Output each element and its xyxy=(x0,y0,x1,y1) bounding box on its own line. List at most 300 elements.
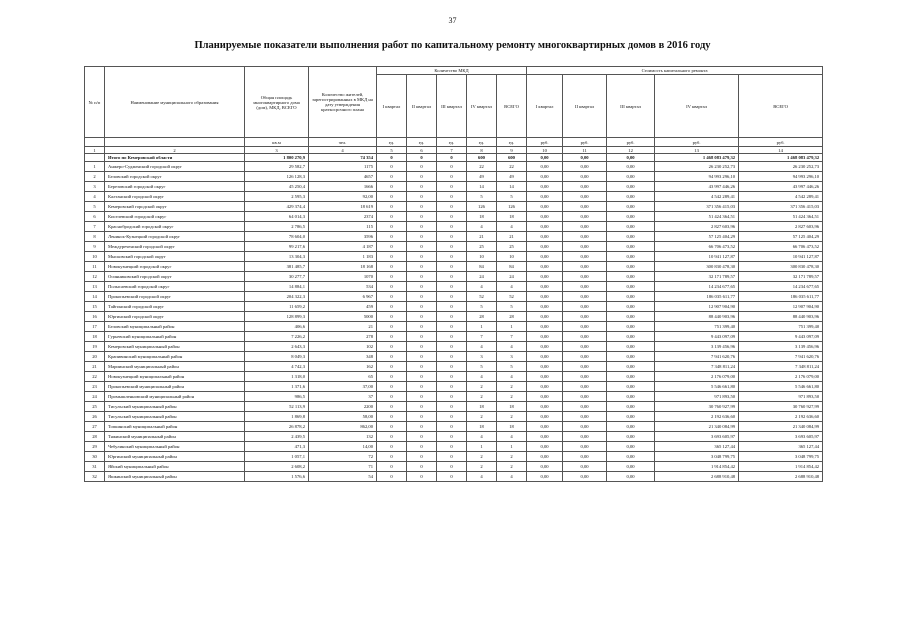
table-cell: 1175 xyxy=(309,162,377,172)
table-cell: 0,00 xyxy=(607,462,655,472)
table-cell: 0 xyxy=(437,442,467,452)
table-cell: 0,00 xyxy=(563,412,607,422)
table-cell: 0,00 xyxy=(607,182,655,192)
table-cell: 0 xyxy=(377,362,407,372)
table-cell: 5 546 661,80 xyxy=(739,382,823,392)
table-cell: Кемеровский муниципальный район xyxy=(105,342,245,352)
table-cell: 24 xyxy=(467,272,497,282)
table-cell: 32 xyxy=(85,472,105,482)
table-cell: 4 xyxy=(497,342,527,352)
table-cell: 4 187 xyxy=(309,242,377,252)
table-cell: 371 356 415,03 xyxy=(655,202,739,212)
table-cell: 37,00 xyxy=(309,382,377,392)
table-cell: 0 xyxy=(407,362,437,372)
table-cell: 0 xyxy=(377,272,407,282)
table-cell: Тайгинский городской округ xyxy=(105,302,245,312)
table-cell: 126 xyxy=(497,202,527,212)
table-cell: 0,00 xyxy=(607,172,655,182)
table-cell: 14 xyxy=(85,292,105,302)
column-index-row xyxy=(85,147,823,154)
table-cell: 18 xyxy=(467,402,497,412)
table-cell: 0,00 xyxy=(563,372,607,382)
table-cell: 0,00 xyxy=(527,232,563,242)
table-cell: 2 xyxy=(497,392,527,402)
table-cell: 0,00 xyxy=(607,154,655,162)
table-cell: 0 xyxy=(437,282,467,292)
table-cell: 49 xyxy=(497,172,527,182)
table-cell: 18 xyxy=(497,402,527,412)
table-cell: 1 914 854,42 xyxy=(655,462,739,472)
table-cell: 0 xyxy=(407,232,437,242)
table-row xyxy=(85,382,823,392)
table-row xyxy=(85,162,823,172)
table-cell: 0,00 xyxy=(607,292,655,302)
table-cell: Прокопьевский городской округ xyxy=(105,292,245,302)
table-cell: 0,00 xyxy=(563,342,607,352)
table-cell: 0 xyxy=(407,442,437,452)
table-cell: 3596 xyxy=(309,232,377,242)
table-cell: 0 xyxy=(407,342,437,352)
table-cell: 9 xyxy=(85,242,105,252)
table-cell: 2 192 636,60 xyxy=(655,412,739,422)
header-cost-q3: III квартал xyxy=(607,75,655,138)
table-cell: 0 xyxy=(407,312,437,322)
table-cell: 22 xyxy=(497,162,527,172)
table-cell: 2 xyxy=(497,462,527,472)
unit-cell: руб. xyxy=(563,138,607,147)
table-cell: Юргинский городской округ xyxy=(105,312,245,322)
table-cell: 300 830 478,30 xyxy=(655,262,739,272)
table-cell: 0,00 xyxy=(527,172,563,182)
table-cell: 2 xyxy=(497,382,527,392)
table-cell: 3 693 605,97 xyxy=(655,432,739,442)
table-cell: 16 xyxy=(85,312,105,322)
table-cell: 0 xyxy=(407,332,437,342)
table-row xyxy=(85,172,823,182)
table-cell: 0,00 xyxy=(607,202,655,212)
table-cell: 162 xyxy=(309,362,377,372)
table-cell: 3 139 456,96 xyxy=(655,342,739,352)
table-cell: 0 xyxy=(437,162,467,172)
table-cell: 18 xyxy=(467,422,497,432)
table-cell: 25 xyxy=(497,242,527,252)
table-cell: 2 643,3 xyxy=(245,342,309,352)
table-cell: 57 125 404,29 xyxy=(655,232,739,242)
table-cell: Яйский муниципальный район xyxy=(105,462,245,472)
unit-cell: кв.м xyxy=(245,138,309,147)
table-cell: 0,00 xyxy=(563,282,607,292)
table-cell: 4 542 289,41 xyxy=(655,192,739,202)
header-count-q1: I квартал xyxy=(377,75,407,138)
table-cell: 99 217,6 xyxy=(245,242,309,252)
table-cell: 0 xyxy=(407,212,437,222)
table-row xyxy=(85,342,823,352)
table-cell: 28 xyxy=(85,432,105,442)
table-cell: 0,00 xyxy=(527,272,563,282)
header-cost-total: ВСЕГО xyxy=(739,75,823,138)
table-cell: Беловский городской округ xyxy=(105,172,245,182)
table-cell: 57 125 404,29 xyxy=(739,232,823,242)
table-cell: 5 xyxy=(467,362,497,372)
table-cell: Гурьевский муниципальный район xyxy=(105,332,245,342)
table-cell: 6 967 xyxy=(309,292,377,302)
table-cell: 7 xyxy=(497,332,527,342)
table-cell: 751 399,40 xyxy=(739,322,823,332)
table-cell: 20 xyxy=(85,352,105,362)
table-cell: 26 230 252,73 xyxy=(655,162,739,172)
table-row xyxy=(85,472,823,482)
table-cell: 7 xyxy=(467,332,497,342)
table-cell: 12 907 904,90 xyxy=(655,302,739,312)
table-cell: 0,00 xyxy=(527,372,563,382)
table-cell: 971 893,50 xyxy=(655,392,739,402)
table-cell: 186 035 611,77 xyxy=(739,292,823,302)
header-num: № п/п xyxy=(85,67,105,138)
table-row xyxy=(85,232,823,242)
table-cell: 0,00 xyxy=(527,192,563,202)
header-group-cost: Стоимость капитального ремонта xyxy=(527,67,823,75)
table-row xyxy=(85,352,823,362)
table-cell: 2 688 910,48 xyxy=(655,472,739,482)
table-cell: 0,00 xyxy=(607,242,655,252)
table-cell: 2 xyxy=(105,147,245,154)
table-cell: Осинниковский городской округ xyxy=(105,272,245,282)
table-cell: 0 xyxy=(437,292,467,302)
table-cell: 3 139 456,96 xyxy=(739,342,823,352)
table-row xyxy=(85,282,823,292)
table-cell: 88 440 903,96 xyxy=(655,312,739,322)
table-cell: 0,00 xyxy=(563,154,607,162)
table-cell: 0 xyxy=(437,312,467,322)
table-cell: 18 xyxy=(467,212,497,222)
table-cell: 5 xyxy=(85,202,105,212)
table-cell: 0,00 xyxy=(607,402,655,412)
table-cell: 0 xyxy=(377,452,407,462)
table-cell: 2 608,2 xyxy=(245,462,309,472)
table-cell: 0,00 xyxy=(607,192,655,202)
table-cell: 0 xyxy=(437,252,467,262)
table-cell: 278 xyxy=(309,332,377,342)
table-cell: 365 127,44 xyxy=(655,442,739,452)
table-cell: 0 xyxy=(407,172,437,182)
table-cell: 471,3 xyxy=(245,442,309,452)
table-cell: 32 171 789,57 xyxy=(739,272,823,282)
table-cell: 1 576,6 xyxy=(245,472,309,482)
table-cell: 0 xyxy=(407,372,437,382)
table-cell: 7 348 811,24 xyxy=(739,362,823,372)
table-cell: 9 443 097,09 xyxy=(655,332,739,342)
table-cell: 4 xyxy=(497,372,527,382)
table-cell: 0,00 xyxy=(607,252,655,262)
table-cell xyxy=(105,138,245,147)
table-cell: 986,5 xyxy=(245,392,309,402)
table-cell: 0 xyxy=(407,462,437,472)
table-cell: 2 xyxy=(467,392,497,402)
table-cell: 84 xyxy=(497,262,527,272)
table-cell: 45 250,4 xyxy=(245,182,309,192)
table-cell: 600 xyxy=(467,154,497,162)
table-cell: 0,00 xyxy=(607,212,655,222)
table-cell: Калтанский городской округ xyxy=(105,192,245,202)
unit-cell: чел. xyxy=(309,138,377,147)
table-cell: 0,00 xyxy=(607,352,655,362)
table-cell: 0 xyxy=(437,202,467,212)
table-cell: 0,00 xyxy=(607,412,655,422)
table-cell: 0,00 xyxy=(527,402,563,412)
table-row xyxy=(85,312,823,322)
table-cell: 459 xyxy=(309,302,377,312)
table-cell: 4 xyxy=(467,342,497,352)
unit-cell: руб. xyxy=(739,138,823,147)
table-cell: 7 xyxy=(437,147,467,154)
table-cell: 10 xyxy=(527,147,563,154)
table-cell: Итого по Кемеровской области xyxy=(105,154,245,162)
table-cell: 2 xyxy=(467,452,497,462)
table-cell: 11 xyxy=(563,147,607,154)
table-cell: 3 xyxy=(245,147,309,154)
table-cell: 534 xyxy=(309,282,377,292)
table-cell: 1 183 xyxy=(309,252,377,262)
table-cell: 0,00 xyxy=(563,292,607,302)
table-cell: 0 xyxy=(437,182,467,192)
table-cell: 0 xyxy=(377,282,407,292)
table-cell: 4 xyxy=(497,432,527,442)
header-count-q4: IV квартал xyxy=(467,75,497,138)
table-cell: Новокузнецкий муниципальный район xyxy=(105,372,245,382)
table-cell: 1 318,0 xyxy=(245,372,309,382)
table-cell: Краснобродский городской округ xyxy=(105,222,245,232)
table-cell: 10 941 127,87 xyxy=(655,252,739,262)
table-cell: 0 xyxy=(437,402,467,412)
table-cell: 0 xyxy=(407,402,437,412)
table-cell: 26 230 252,73 xyxy=(739,162,823,172)
table-cell: 0 xyxy=(407,352,437,362)
table-cell: 0,00 xyxy=(527,392,563,402)
table-cell: 0 xyxy=(407,412,437,422)
table-cell: Яшкинский муниципальный район xyxy=(105,472,245,482)
table-cell: 7 348 811,24 xyxy=(655,362,739,372)
table-cell: 0,00 xyxy=(607,372,655,382)
table-cell: 0,00 xyxy=(563,252,607,262)
table-cell: 0 xyxy=(377,232,407,242)
table-cell: Мариинский муниципальный район xyxy=(105,362,245,372)
table-cell: 0 xyxy=(377,412,407,422)
table-cell: 0 xyxy=(407,282,437,292)
table-cell: 1 xyxy=(85,162,105,172)
table-cell: 21 xyxy=(467,232,497,242)
table-cell: 0,00 xyxy=(527,332,563,342)
header-name: Наименование муниципального образования xyxy=(105,67,245,138)
table-cell: 0,00 xyxy=(527,292,563,302)
table-cell: 9 xyxy=(497,147,527,154)
table-cell: 22 xyxy=(85,372,105,382)
table-cell: 0 xyxy=(437,192,467,202)
table-cell: 0,00 xyxy=(527,472,563,482)
table-cell: 31 xyxy=(85,462,105,472)
table-cell: 0 xyxy=(437,232,467,242)
unit-cell: ед. xyxy=(467,138,497,147)
table-cell: 92,00 xyxy=(309,192,377,202)
table-row xyxy=(85,222,823,232)
table-cell: 32 171 789,57 xyxy=(655,272,739,282)
table-cell: 348 xyxy=(309,352,377,362)
table-cell: 18 xyxy=(497,212,527,222)
table-cell: 5 xyxy=(497,192,527,202)
table-cell: 0 xyxy=(407,432,437,442)
table-cell: 406,6 xyxy=(245,322,309,332)
table-cell: 14 234 677,65 xyxy=(655,282,739,292)
table-cell: 0 xyxy=(437,302,467,312)
table-cell: 12 xyxy=(85,272,105,282)
table-cell: 25 xyxy=(85,402,105,412)
table-cell: 22 xyxy=(467,162,497,172)
table-cell: 0,00 xyxy=(563,272,607,282)
table-cell: 0 xyxy=(437,172,467,182)
table-cell: 0 xyxy=(437,342,467,352)
table-cell: 4 xyxy=(467,432,497,442)
table-cell: 13 xyxy=(85,282,105,292)
table-cell: 128 899,3 xyxy=(245,312,309,322)
table-row xyxy=(85,412,823,422)
table-cell: 2 827 603,96 xyxy=(655,222,739,232)
table-cell: 2 xyxy=(497,412,527,422)
table-cell: 1 869,8 xyxy=(245,412,309,422)
table-cell: 10 941 127,87 xyxy=(739,252,823,262)
table-cell: 4 xyxy=(309,147,377,154)
table-cell: 0,00 xyxy=(563,392,607,402)
table-cell: Тисульский муниципальный район xyxy=(105,402,245,412)
table-row xyxy=(85,202,823,212)
table-cell: 1 468 083 479,32 xyxy=(655,154,739,162)
table-cell: 0,00 xyxy=(563,172,607,182)
table-cell: 17 xyxy=(85,322,105,332)
table-cell: 0,00 xyxy=(527,362,563,372)
table-cell: 2200 xyxy=(309,402,377,412)
table-cell xyxy=(85,154,105,162)
table-cell: 0,00 xyxy=(527,202,563,212)
table-cell: 30 760 927,99 xyxy=(739,402,823,412)
table-cell: 5 xyxy=(467,192,497,202)
table-cell: 0 xyxy=(377,182,407,192)
table-cell: 0,00 xyxy=(607,442,655,452)
table-cell: 1 371,6 xyxy=(245,382,309,392)
table-cell: 51 424 364,51 xyxy=(739,212,823,222)
table-cell: 2 176 079,00 xyxy=(655,372,739,382)
table-row xyxy=(85,302,823,312)
table-cell: 0,00 xyxy=(607,162,655,172)
table-cell: Тяжинский муниципальный район xyxy=(105,432,245,442)
header-count-q2: II квартал xyxy=(407,75,437,138)
table-cell: 0,00 xyxy=(563,312,607,322)
table-cell: 0 xyxy=(407,262,437,272)
table-cell: 14 xyxy=(739,147,823,154)
table-cell: Крапивинский муниципальный район xyxy=(105,352,245,362)
table-cell: 21 340 084,99 xyxy=(739,422,823,432)
table-cell: 18 xyxy=(85,332,105,342)
table-cell: 0 xyxy=(377,262,407,272)
table-cell: 8 049,3 xyxy=(245,352,309,362)
table-cell: 0 xyxy=(437,452,467,462)
table-cell: 102 xyxy=(309,342,377,352)
table-cell: 0,00 xyxy=(607,322,655,332)
table-cell: 30 xyxy=(85,452,105,462)
table-cell: 0 xyxy=(377,422,407,432)
header-count-total: ВСЕГО xyxy=(497,75,527,138)
table-cell: 8 xyxy=(467,147,497,154)
table-cell: 365 127,44 xyxy=(739,442,823,452)
table-cell: 0 xyxy=(437,212,467,222)
table-cell: 0,00 xyxy=(607,222,655,232)
table-row xyxy=(85,212,823,222)
table-cell: 0,00 xyxy=(607,342,655,352)
table-cell: 66 706 473,52 xyxy=(739,242,823,252)
table-cell: Чебулинский муниципальный район xyxy=(105,442,245,452)
table-cell: 0,00 xyxy=(563,202,607,212)
table-cell: 24 xyxy=(85,392,105,402)
table-cell: 25 xyxy=(467,242,497,252)
table-cell: 0 xyxy=(437,262,467,272)
table-cell: 1 xyxy=(467,442,497,452)
table-cell: 0 xyxy=(407,452,437,462)
table-row xyxy=(85,392,823,402)
table-cell: 0,00 xyxy=(607,332,655,342)
unit-cell: руб. xyxy=(655,138,739,147)
table-cell: 0,00 xyxy=(563,192,607,202)
unit-cell: ед. xyxy=(407,138,437,147)
table-cell: 37 xyxy=(309,392,377,402)
header-cost-q4: IV квартал xyxy=(655,75,739,138)
table-row xyxy=(85,262,823,272)
table-cell: 0 xyxy=(437,222,467,232)
table-cell: 6 xyxy=(85,212,105,222)
table-cell: 2 xyxy=(497,452,527,462)
table-cell: 0,00 xyxy=(607,232,655,242)
table-cell: 4 xyxy=(467,222,497,232)
table-cell: 126 xyxy=(467,202,497,212)
table-cell: 30 760 927,99 xyxy=(655,402,739,412)
table-cell: 2 688 910,48 xyxy=(739,472,823,482)
table-row xyxy=(85,242,823,252)
header-cost-q1: I квартал xyxy=(527,75,563,138)
table-cell: 0 xyxy=(407,192,437,202)
table-cell: 0,00 xyxy=(563,242,607,252)
table-cell: 0,00 xyxy=(527,352,563,362)
table-cell: 0,00 xyxy=(563,382,607,392)
table-cell: 0,00 xyxy=(527,432,563,442)
table-cell: 0,00 xyxy=(563,422,607,432)
table-cell: 186 035 611,77 xyxy=(655,292,739,302)
table-cell: 26 878,2 xyxy=(245,422,309,432)
table-cell: 0 xyxy=(377,472,407,482)
table-cell: 0,00 xyxy=(563,332,607,342)
table-cell: 14 xyxy=(497,182,527,192)
table-cell: 18 619 xyxy=(309,202,377,212)
table-cell: 1 468 083 479,32 xyxy=(739,154,823,162)
table-cell: 0 xyxy=(377,332,407,342)
table-cell: 2 xyxy=(467,462,497,472)
table-cell: 0,00 xyxy=(563,232,607,242)
table-cell: 0 xyxy=(377,222,407,232)
table-cell: 0 xyxy=(377,162,407,172)
table-cell: 0 xyxy=(377,302,407,312)
table-cell: 0 xyxy=(377,202,407,212)
table-cell: 12 xyxy=(607,147,655,154)
table-cell: Мысковский городской округ xyxy=(105,252,245,262)
table-cell: 0 xyxy=(407,302,437,312)
table-cell: 0 xyxy=(377,292,407,302)
table-cell: Ленинск-Кузнецкий городской округ xyxy=(105,232,245,242)
table-cell: 4 xyxy=(467,472,497,482)
